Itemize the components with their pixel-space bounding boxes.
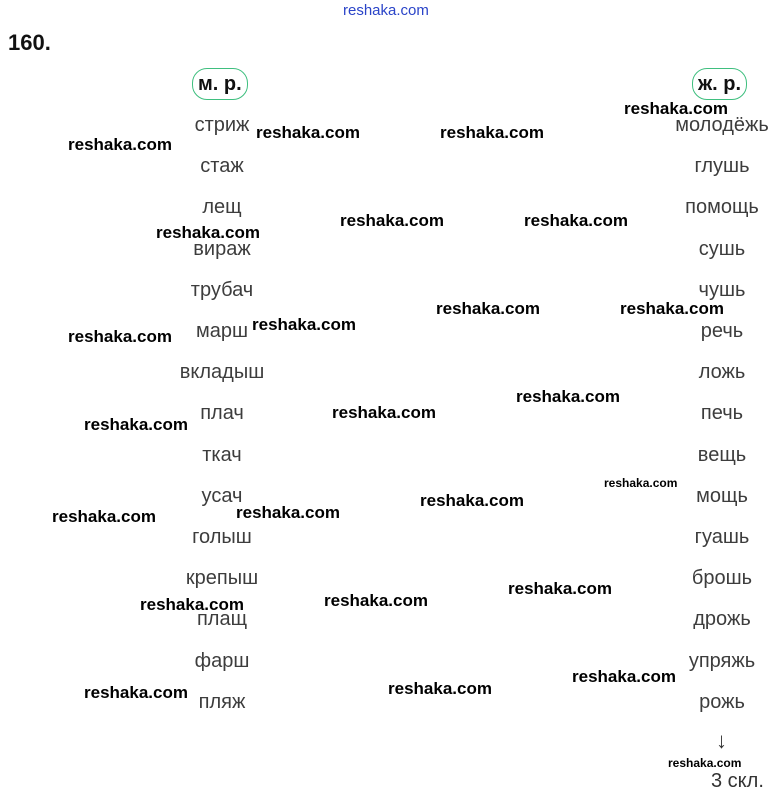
masculine-word: стриж [194, 114, 250, 136]
feminine-word: речь [700, 320, 744, 342]
watermark-text: reshaka.com [84, 683, 188, 702]
watermark-text: reshaka.com [68, 135, 172, 154]
masculine-word: пляж [198, 690, 246, 713]
watermark-text: reshaka.com [324, 591, 428, 610]
masculine-word: плащ [196, 608, 248, 631]
feminine-word: рожь [699, 690, 745, 713]
task-number: 160. [8, 30, 51, 55]
feminine-word: сушь [698, 237, 746, 260]
watermark-text: reshaka.com [252, 315, 356, 334]
masculine-word: крепыш [185, 567, 259, 590]
watermark-text: reshaka.com [524, 211, 628, 230]
feminine-word: чушь [698, 278, 746, 301]
watermark-text: reshaka.com [236, 503, 340, 522]
masculine-word: стаж [200, 155, 244, 178]
watermark-text: reshaka.com [624, 99, 728, 118]
masculine-label: м. р. [192, 68, 248, 100]
watermark-text: reshaka.com [668, 756, 742, 770]
site-header-link[interactable]: reshaka.com [343, 2, 429, 19]
feminine-word: ложь [698, 361, 746, 384]
watermark-text: reshaka.com [572, 667, 676, 686]
watermark-text: reshaka.com [440, 123, 544, 142]
watermark-text: reshaka.com [604, 476, 678, 490]
feminine-word: упряжь [688, 649, 756, 672]
feminine-word: печь [700, 402, 744, 425]
masculine-word: трубач [190, 278, 254, 301]
watermark-text: reshaka.com [620, 299, 724, 318]
feminine-word: молодёжь [675, 114, 769, 136]
masculine-word: усач [201, 484, 243, 507]
feminine-word: мощь [696, 484, 748, 507]
masculine-word: лещ [202, 196, 242, 219]
watermark-text: reshaka.com [436, 299, 540, 318]
watermark-text: reshaka.com [332, 403, 436, 422]
watermark-text: reshaka.com [508, 579, 612, 598]
masculine-word: ткач [202, 443, 242, 466]
feminine-word: помощь [685, 196, 759, 219]
down-arrow-icon: ↓ [716, 728, 727, 753]
masculine-word: вираж [193, 237, 251, 260]
watermark-text: reshaka.com [388, 679, 492, 698]
watermark-text: reshaka.com [68, 327, 172, 346]
watermark-text: reshaka.com [156, 223, 260, 242]
masculine-word: вкладыш [179, 361, 265, 384]
masculine-word: марш [195, 320, 249, 342]
watermark-text: reshaka.com [420, 491, 524, 510]
feminine-label: ж. р. [692, 68, 747, 100]
watermark-text: reshaka.com [256, 123, 360, 142]
feminine-word: глушь [694, 155, 750, 178]
watermark-text: reshaka.com [516, 387, 620, 406]
feminine-word: гуашь [694, 526, 750, 548]
watermark-text: reshaka.com [340, 211, 444, 230]
watermark-text: reshaka.com [84, 415, 188, 434]
feminine-word: брошь [691, 567, 753, 590]
watermark-text: reshaka.com [140, 595, 244, 614]
watermark-text: reshaka.com [52, 507, 156, 526]
masculine-word: плач [200, 402, 244, 425]
masculine-word: фарш [194, 649, 250, 672]
feminine-word: дрожь [693, 608, 751, 631]
feminine-word: вещь [697, 443, 747, 466]
declension-label: 3 скл. [711, 770, 764, 792]
masculine-word: голыш [192, 526, 252, 548]
